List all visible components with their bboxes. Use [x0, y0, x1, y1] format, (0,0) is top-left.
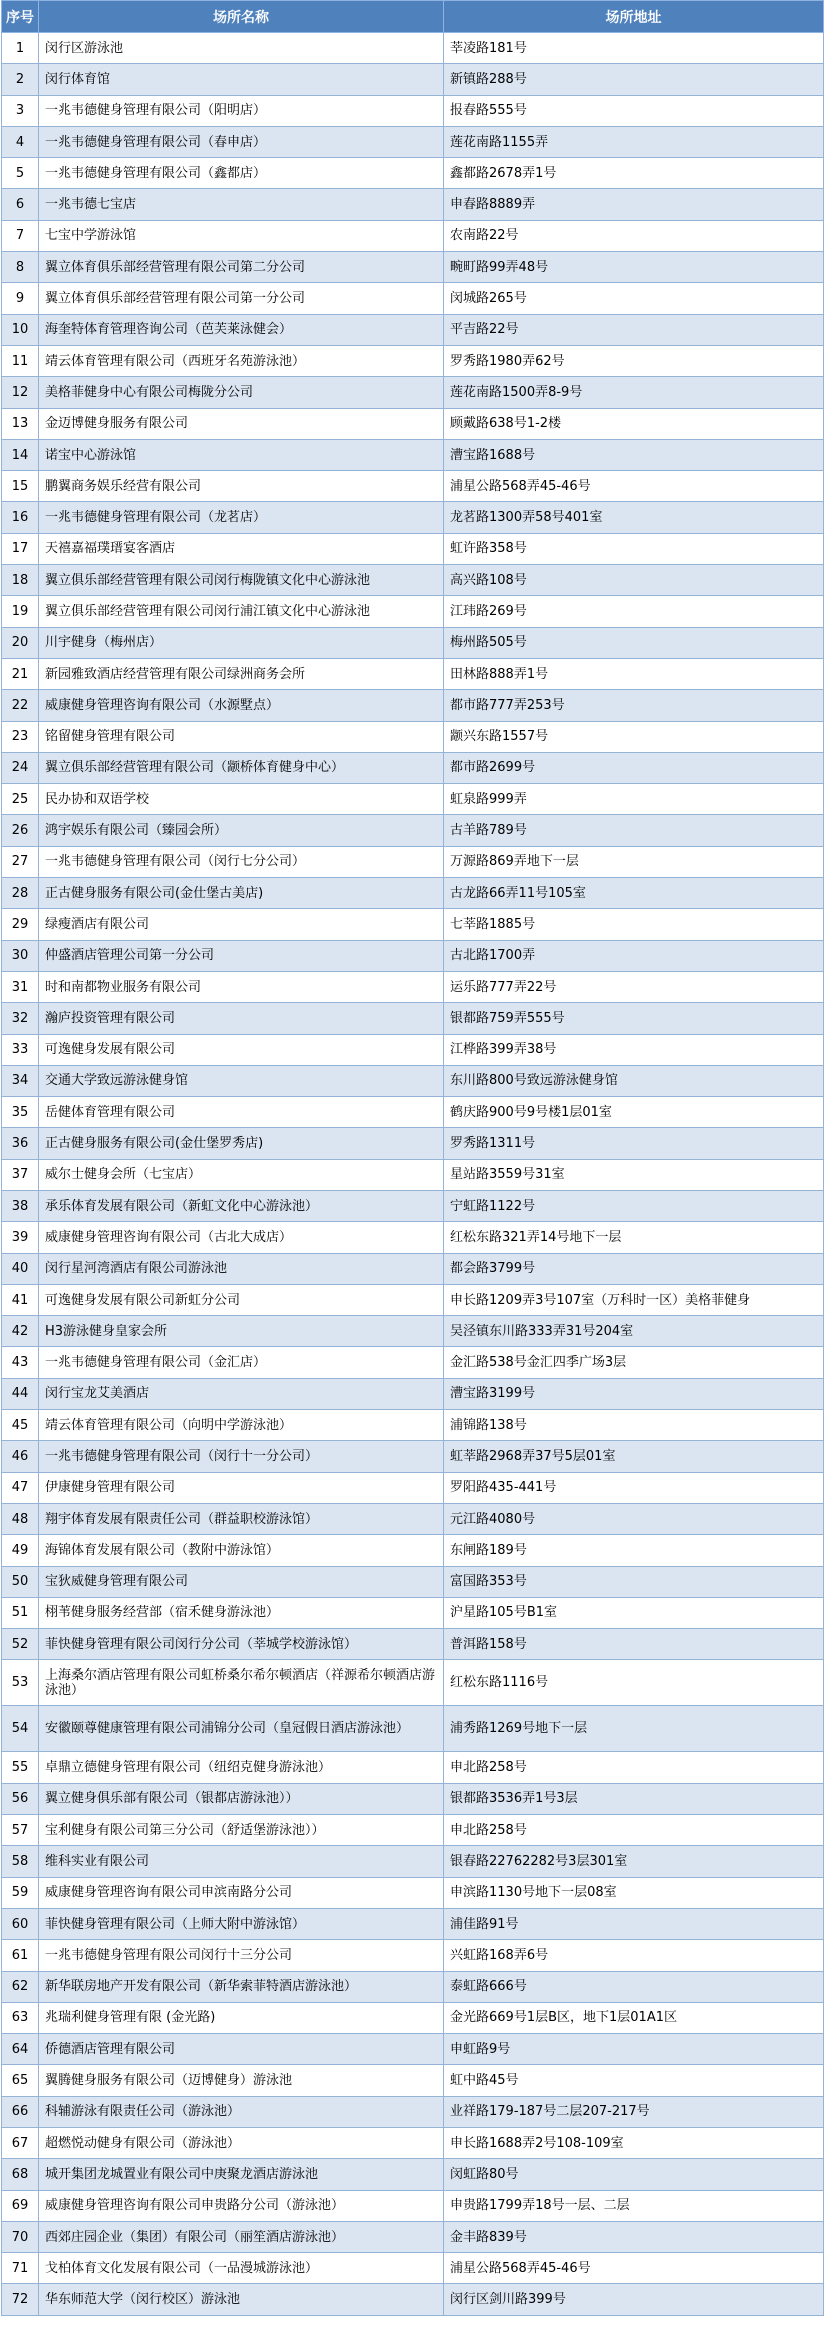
table-row — [2, 345, 824, 376]
table-row — [2, 64, 824, 95]
venue-address: 吴泾镇东川路333弄31号204室 — [444, 1316, 824, 1347]
venue-address: 金汇路538号金汇四季广场3层 — [444, 1347, 824, 1378]
venue-name: 时和南都物业服务有限公司 — [39, 971, 444, 1002]
table-row — [2, 1316, 824, 1347]
venue-name: 侨德酒店管理有限公司 — [39, 2034, 444, 2065]
venue-address: 红松东路321弄14号地下一层 — [444, 1222, 824, 1253]
venue-name: 一兆韦德健身管理有限公司（闵行十一分公司） — [39, 1441, 444, 1472]
row-seq: 23 — [2, 721, 39, 752]
table-row — [2, 1846, 824, 1877]
venue-name: 可逸健身发展有限公司 — [39, 1034, 444, 1065]
venue-name: 一兆韦德健身管理有限公司（龙茗店） — [39, 502, 444, 533]
row-seq: 29 — [2, 909, 39, 940]
venue-address: 银都路759弄555号 — [444, 1003, 824, 1034]
venue-address: 浦锦路138号 — [444, 1410, 824, 1441]
venue-address: 龙茗路1300弄58号401室 — [444, 502, 824, 533]
venue-address: 罗秀路1980弄62号 — [444, 345, 824, 376]
row-seq: 58 — [2, 1846, 39, 1877]
table-row — [2, 1706, 824, 1752]
venue-address: 红松东路1116号 — [444, 1660, 824, 1706]
table-row — [2, 658, 824, 689]
venue-name: 威尔士健身会所（七宝店） — [39, 1159, 444, 1190]
table-row — [2, 1222, 824, 1253]
venue-address: 罗阳路435-441号 — [444, 1472, 824, 1503]
row-seq: 22 — [2, 690, 39, 721]
row-seq: 5 — [2, 158, 39, 189]
venue-address: 畹町路99弄48号 — [444, 252, 824, 283]
table-row — [2, 283, 824, 314]
row-seq: 38 — [2, 1190, 39, 1221]
venue-name: 栩苇健身服务经营部（宿禾健身游泳池） — [39, 1597, 444, 1628]
row-seq: 52 — [2, 1629, 39, 1660]
venue-address: 泰虹路666号 — [444, 1971, 824, 2002]
row-seq: 37 — [2, 1159, 39, 1190]
venue-address: 梅州路505号 — [444, 627, 824, 658]
table-body — [2, 33, 824, 2316]
venue-address: 都市路2699号 — [444, 752, 824, 783]
venue-address: 闵虹路80号 — [444, 2159, 824, 2190]
table-row — [2, 1815, 824, 1846]
row-seq: 42 — [2, 1316, 39, 1347]
row-seq: 31 — [2, 971, 39, 1002]
venue-address: 莲花南路1500弄8-9号 — [444, 377, 824, 408]
row-seq: 18 — [2, 565, 39, 596]
table-row — [2, 1597, 824, 1628]
row-seq: 39 — [2, 1222, 39, 1253]
venue-address: 浦星公路568弄45-46号 — [444, 471, 824, 502]
table-row — [2, 878, 824, 909]
table-row — [2, 596, 824, 627]
row-seq: 63 — [2, 2002, 39, 2033]
table-row — [2, 971, 824, 1002]
table-row — [2, 1003, 824, 1034]
venue-name: 绿瘦酒店有限公司 — [39, 909, 444, 940]
venue-name: 菲快健身管理有限公司闵行分公司（莘城学校游泳馆） — [39, 1629, 444, 1660]
venue-name: 威康健身管理咨询有限公司申贵路分公司（游泳池） — [39, 2190, 444, 2221]
row-seq: 11 — [2, 345, 39, 376]
venue-address: 金丰路839号 — [444, 2221, 824, 2252]
venue-table — [1, 0, 824, 2316]
venue-address: 虹莘路2968弄37号5层01室 — [444, 1441, 824, 1472]
table-row — [2, 408, 824, 439]
venue-address: 七莘路1885号 — [444, 909, 824, 940]
row-seq: 70 — [2, 2221, 39, 2252]
table-row — [2, 377, 824, 408]
venue-name: 新华联房地产开发有限公司（新华索菲特酒店游泳池） — [39, 1971, 444, 2002]
table-row — [2, 2159, 824, 2190]
table-row — [2, 1378, 824, 1409]
venue-name: 正古健身服务有限公司(金仕堡古美店) — [39, 878, 444, 909]
row-seq: 54 — [2, 1706, 39, 1752]
table-row — [2, 2065, 824, 2096]
table-row — [2, 1503, 824, 1534]
row-seq: 7 — [2, 220, 39, 251]
table-row — [2, 2284, 824, 2315]
row-seq: 27 — [2, 846, 39, 877]
row-seq: 32 — [2, 1003, 39, 1034]
table-row — [2, 784, 824, 815]
table-row — [2, 690, 824, 721]
venue-address: 江桦路399弄38号 — [444, 1034, 824, 1065]
row-seq: 71 — [2, 2253, 39, 2284]
venue-name: 瀚庐投资管理有限公司 — [39, 1003, 444, 1034]
venue-name: 一兆韦德健身管理有限公司（金汇店） — [39, 1347, 444, 1378]
venue-name: 一兆韦德健身管理有限公司（鑫都店） — [39, 158, 444, 189]
row-seq: 14 — [2, 439, 39, 470]
table-row — [2, 220, 824, 251]
row-seq: 62 — [2, 1971, 39, 2002]
venue-name: 安徽颐尊健康管理有限公司浦锦分公司（皇冠假日酒店游泳池） — [39, 1706, 444, 1752]
venue-address: 颛兴东路1557号 — [444, 721, 824, 752]
table-row — [2, 126, 824, 157]
venue-address: 宁虹路1122号 — [444, 1190, 824, 1221]
table-row — [2, 1097, 824, 1128]
table-row — [2, 1783, 824, 1814]
row-seq: 16 — [2, 502, 39, 533]
venue-name: 鹏翼商务娱乐经营有限公司 — [39, 471, 444, 502]
venue-name: 翼立俱乐部经营管理有限公司（颛桥体育健身中心） — [39, 752, 444, 783]
venue-address: 申春路8889弄 — [444, 189, 824, 220]
venue-address: 申虹路9号 — [444, 2034, 824, 2065]
table-row — [2, 1752, 824, 1783]
row-seq: 46 — [2, 1441, 39, 1472]
venue-name: 仲盛酒店管理公司第一分公司 — [39, 940, 444, 971]
row-seq: 34 — [2, 1065, 39, 1096]
venue-name: 菲快健身管理有限公司（上师大附中游泳馆） — [39, 1908, 444, 1939]
venue-name: 正古健身服务有限公司(金仕堡罗秀店) — [39, 1128, 444, 1159]
row-seq: 30 — [2, 940, 39, 971]
venue-name: 一兆韦德七宝店 — [39, 189, 444, 220]
venue-address: 富国路353号 — [444, 1566, 824, 1597]
table-row — [2, 1347, 824, 1378]
table-row — [2, 2034, 824, 2065]
venue-name: 兆瑞利健身管理有限 (金光路) — [39, 2002, 444, 2033]
row-seq: 47 — [2, 1472, 39, 1503]
table-row — [2, 1159, 824, 1190]
table-row — [2, 471, 824, 502]
table-row — [2, 909, 824, 940]
row-seq: 59 — [2, 1877, 39, 1908]
row-seq: 57 — [2, 1815, 39, 1846]
row-seq: 19 — [2, 596, 39, 627]
row-seq: 43 — [2, 1347, 39, 1378]
venue-name: 海锦体育发展有限公司（教附中游泳馆） — [39, 1535, 444, 1566]
row-seq: 51 — [2, 1597, 39, 1628]
row-seq: 67 — [2, 2128, 39, 2159]
table-row — [2, 158, 824, 189]
venue-name: 闵行体育馆 — [39, 64, 444, 95]
row-seq: 40 — [2, 1253, 39, 1284]
table-row — [2, 439, 824, 470]
venue-address: 浦星公路568弄45-46号 — [444, 2253, 824, 2284]
venue-address: 东川路800号致远游泳健身馆 — [444, 1065, 824, 1096]
venue-address: 申北路258号 — [444, 1815, 824, 1846]
table-row — [2, 1128, 824, 1159]
venue-name: 一兆韦德健身管理有限公司（阳明店） — [39, 95, 444, 126]
venue-address: 鑫都路2678弄1号 — [444, 158, 824, 189]
table-row — [2, 2096, 824, 2127]
row-seq: 68 — [2, 2159, 39, 2190]
row-seq: 55 — [2, 1752, 39, 1783]
venue-address: 虹中路45号 — [444, 2065, 824, 2096]
row-seq: 45 — [2, 1410, 39, 1441]
table-row — [2, 2128, 824, 2159]
venue-address: 漕宝路3199号 — [444, 1378, 824, 1409]
venue-name: 交通大学致远游泳健身馆 — [39, 1065, 444, 1096]
venue-address: 虹许路358号 — [444, 533, 824, 564]
venue-address: 闵城路265号 — [444, 283, 824, 314]
venue-address: 高兴路108号 — [444, 565, 824, 596]
venue-address: 顾戴路638号1-2楼 — [444, 408, 824, 439]
table-row — [2, 1940, 824, 1971]
table-row — [2, 940, 824, 971]
venue-address: 申滨路1130号地下一层08室 — [444, 1877, 824, 1908]
venue-address: 申北路258号 — [444, 1752, 824, 1783]
table-row — [2, 2190, 824, 2221]
venue-name: 一兆韦德健身管理有限公司（春申店） — [39, 126, 444, 157]
venue-name: 城开集团龙城置业有限公司中庚聚龙酒店游泳池 — [39, 2159, 444, 2190]
venue-name: 宝利健身有限公司第三分公司（舒适堡游泳池）） — [39, 1815, 444, 1846]
row-seq: 50 — [2, 1566, 39, 1597]
venue-address: 东闸路189号 — [444, 1535, 824, 1566]
header-row — [2, 1, 824, 33]
venue-address: 申长路1688弄2号108-109室 — [444, 2128, 824, 2159]
table-row — [2, 752, 824, 783]
row-seq: 53 — [2, 1660, 39, 1706]
table-row — [2, 627, 824, 658]
venue-address: 江玮路269号 — [444, 596, 824, 627]
venue-name: 闵行区游泳池 — [39, 33, 444, 64]
table-row — [2, 1908, 824, 1939]
row-seq: 20 — [2, 627, 39, 658]
table-row — [2, 2221, 824, 2252]
venue-address: 莲花南路1155弄 — [444, 126, 824, 157]
venue-address: 银春路22762282号3层301室 — [444, 1846, 824, 1877]
row-seq: 1 — [2, 33, 39, 64]
table-row — [2, 1971, 824, 2002]
venue-name: 超燃悦动健身有限公司（游泳池） — [39, 2128, 444, 2159]
table-row — [2, 565, 824, 596]
venue-name: 科辅游泳有限责任公司（游泳池） — [39, 2096, 444, 2127]
venue-address: 平吉路22号 — [444, 314, 824, 345]
venue-name: 靖云体育管理有限公司（向明中学游泳池） — [39, 1410, 444, 1441]
table-row — [2, 721, 824, 752]
venue-name: 威康健身管理咨询有限公司（水源墅点） — [39, 690, 444, 721]
venue-name: 川宇健身（梅州店） — [39, 627, 444, 658]
venue-address: 都市路777弄253号 — [444, 690, 824, 721]
table-row — [2, 533, 824, 564]
row-seq: 41 — [2, 1284, 39, 1315]
venue-address: 都会路3799号 — [444, 1253, 824, 1284]
venue-address: 兴虹路168弄6号 — [444, 1940, 824, 1971]
row-seq: 36 — [2, 1128, 39, 1159]
venue-name: 卓鼎立德健身管理有限公司（纽绍克健身游泳池） — [39, 1752, 444, 1783]
venue-address: 罗秀路1311号 — [444, 1128, 824, 1159]
venue-name: 天禧嘉福璞瑨宴客酒店 — [39, 533, 444, 564]
venue-address: 闵行区剑川路399号 — [444, 2284, 824, 2315]
table-row — [2, 1034, 824, 1065]
venue-address: 莘凌路181号 — [444, 33, 824, 64]
venue-name: 伊康健身管理有限公司 — [39, 1472, 444, 1503]
venue-address: 古北路1700弄 — [444, 940, 824, 971]
table-row — [2, 33, 824, 64]
venue-name: H3游泳健身皇家会所 — [39, 1316, 444, 1347]
venue-name: 岳健体育管理有限公司 — [39, 1097, 444, 1128]
venue-address: 申贵路1799弄18号一层、二层 — [444, 2190, 824, 2221]
table-row — [2, 1877, 824, 1908]
row-seq: 44 — [2, 1378, 39, 1409]
table-row — [2, 1284, 824, 1315]
venue-address: 农南路22号 — [444, 220, 824, 251]
venue-address: 星站路3559号31室 — [444, 1159, 824, 1190]
table-row — [2, 189, 824, 220]
venue-name: 闵行星河湾酒店有限公司游泳池 — [39, 1253, 444, 1284]
venue-name: 戈柏体育文化发展有限公司（一品漫城游泳池） — [39, 2253, 444, 2284]
venue-address: 新镇路288号 — [444, 64, 824, 95]
venue-name: 金迈博健身服务有限公司 — [39, 408, 444, 439]
row-seq: 48 — [2, 1503, 39, 1534]
table-row — [2, 2002, 824, 2033]
table-row — [2, 1253, 824, 1284]
table-row — [2, 2253, 824, 2284]
row-seq: 12 — [2, 377, 39, 408]
venue-name: 美格菲健身中心有限公司梅陇分公司 — [39, 377, 444, 408]
venue-address: 田林路888弄1号 — [444, 658, 824, 689]
row-seq: 26 — [2, 815, 39, 846]
row-seq: 72 — [2, 2284, 39, 2315]
venue-name: 翔宇体育发展有限责任公司（群益职校游泳馆） — [39, 1503, 444, 1534]
venue-address: 虹泉路999弄 — [444, 784, 824, 815]
row-seq: 2 — [2, 64, 39, 95]
row-seq: 56 — [2, 1783, 39, 1814]
table-row — [2, 1660, 824, 1706]
venue-address: 业祥路179-187号二层207-217号 — [444, 2096, 824, 2127]
venue-name: 翼立体育俱乐部经营管理有限公司第一分公司 — [39, 283, 444, 314]
row-seq: 13 — [2, 408, 39, 439]
row-seq: 35 — [2, 1097, 39, 1128]
venue-address: 普洱路158号 — [444, 1629, 824, 1660]
venue-address: 金光路669号1层B区，地下1层01A1区 — [444, 2002, 824, 2033]
venue-name: 诺宝中心游泳馆 — [39, 439, 444, 470]
venue-name: 威康健身管理咨询有限公司申滨南路分公司 — [39, 1877, 444, 1908]
row-seq: 8 — [2, 252, 39, 283]
venue-name: 民办协和双语学校 — [39, 784, 444, 815]
header-address: 场所地址 — [444, 1, 824, 33]
row-seq: 33 — [2, 1034, 39, 1065]
venue-name: 可逸健身发展有限公司新虹分公司 — [39, 1284, 444, 1315]
venue-name: 翼立俱乐部经营管理有限公司闵行梅陇镇文化中心游泳池 — [39, 565, 444, 596]
table-row — [2, 252, 824, 283]
table-row — [2, 314, 824, 345]
venue-name: 翼腾健身服务有限公司（迈博健身）游泳池 — [39, 2065, 444, 2096]
table-row — [2, 1629, 824, 1660]
venue-name: 海奎特体育管理咨询公司（芭芙莱泳健会） — [39, 314, 444, 345]
row-seq: 4 — [2, 126, 39, 157]
venue-address: 鹤庆路900号9号楼1层01室 — [444, 1097, 824, 1128]
venue-name: 七宝中学游泳馆 — [39, 220, 444, 251]
row-seq: 69 — [2, 2190, 39, 2221]
table-header — [2, 1, 824, 33]
row-seq: 25 — [2, 784, 39, 815]
venue-name: 华东师范大学（闵行校区）游泳池 — [39, 2284, 444, 2315]
venue-name: 上海桑尔酒店管理有限公司虹桥桑尔希尔顿酒店（祥源希尔顿酒店游泳池） — [39, 1660, 444, 1706]
venue-address: 申长路1209弄3号107室（万科时一区）美格菲健身 — [444, 1284, 824, 1315]
row-seq: 21 — [2, 658, 39, 689]
table-row — [2, 1441, 824, 1472]
row-seq: 61 — [2, 1940, 39, 1971]
venue-address: 万源路869弄地下一层 — [444, 846, 824, 877]
table-row — [2, 1190, 824, 1221]
venue-address: 漕宝路1688号 — [444, 439, 824, 470]
venue-name: 西郊庄园企业（集团）有限公司（丽笙酒店游泳池） — [39, 2221, 444, 2252]
venue-address: 元江路4080号 — [444, 1503, 824, 1534]
table-row — [2, 95, 824, 126]
row-seq: 3 — [2, 95, 39, 126]
row-seq: 6 — [2, 189, 39, 220]
table-row — [2, 1472, 824, 1503]
venue-address: 沪星路105号B1室 — [444, 1597, 824, 1628]
table-row — [2, 502, 824, 533]
venue-name: 宝狄威健身管理有限公司 — [39, 1566, 444, 1597]
table-row — [2, 1410, 824, 1441]
venue-name: 闵行宝龙艾美酒店 — [39, 1378, 444, 1409]
venue-name: 承乐体育发展有限公司（新虹文化中心游泳池） — [39, 1190, 444, 1221]
table-row — [2, 1065, 824, 1096]
venue-address: 古龙路66弄11号105室 — [444, 878, 824, 909]
venue-name: 威康健身管理咨询有限公司（古北大成店） — [39, 1222, 444, 1253]
venue-address: 浦佳路91号 — [444, 1908, 824, 1939]
venue-name: 翼立俱乐部经营管理有限公司闵行浦江镇文化中心游泳池 — [39, 596, 444, 627]
header-name: 场所名称 — [39, 1, 444, 33]
row-seq: 65 — [2, 2065, 39, 2096]
venue-name: 靖云体育管理有限公司（西班牙名苑游泳池） — [39, 345, 444, 376]
venue-name: 翼立体育俱乐部经营管理有限公司第二分公司 — [39, 252, 444, 283]
row-seq: 15 — [2, 471, 39, 502]
row-seq: 49 — [2, 1535, 39, 1566]
venue-address: 银都路3536弄1号3层 — [444, 1783, 824, 1814]
row-seq: 66 — [2, 2096, 39, 2127]
table-row — [2, 1535, 824, 1566]
venue-address: 报春路555号 — [444, 95, 824, 126]
venue-address: 运乐路777弄22号 — [444, 971, 824, 1002]
venue-name: 一兆韦德健身管理有限公司（闵行七分公司） — [39, 846, 444, 877]
venue-name: 鸿宇娱乐有限公司（臻园会所） — [39, 815, 444, 846]
header-seq: 序号 — [2, 1, 39, 33]
row-seq: 9 — [2, 283, 39, 314]
venue-address: 古羊路789号 — [444, 815, 824, 846]
venue-name: 铭留健身管理有限公司 — [39, 721, 444, 752]
row-seq: 10 — [2, 314, 39, 345]
table-row — [2, 815, 824, 846]
venue-name: 维科实业有限公司 — [39, 1846, 444, 1877]
row-seq: 60 — [2, 1908, 39, 1939]
table-row — [2, 846, 824, 877]
venue-address: 浦秀路1269号地下一层 — [444, 1706, 824, 1752]
table-row — [2, 1566, 824, 1597]
venue-name: 翼立健身俱乐部有限公司（银都店游泳池）） — [39, 1783, 444, 1814]
row-seq: 17 — [2, 533, 39, 564]
venue-name: 新园雅致酒店经营管理有限公司绿洲商务会所 — [39, 658, 444, 689]
row-seq: 24 — [2, 752, 39, 783]
row-seq: 64 — [2, 2034, 39, 2065]
venue-name: 一兆韦德健身管理有限公司闵行十三分公司 — [39, 1940, 444, 1971]
row-seq: 28 — [2, 878, 39, 909]
